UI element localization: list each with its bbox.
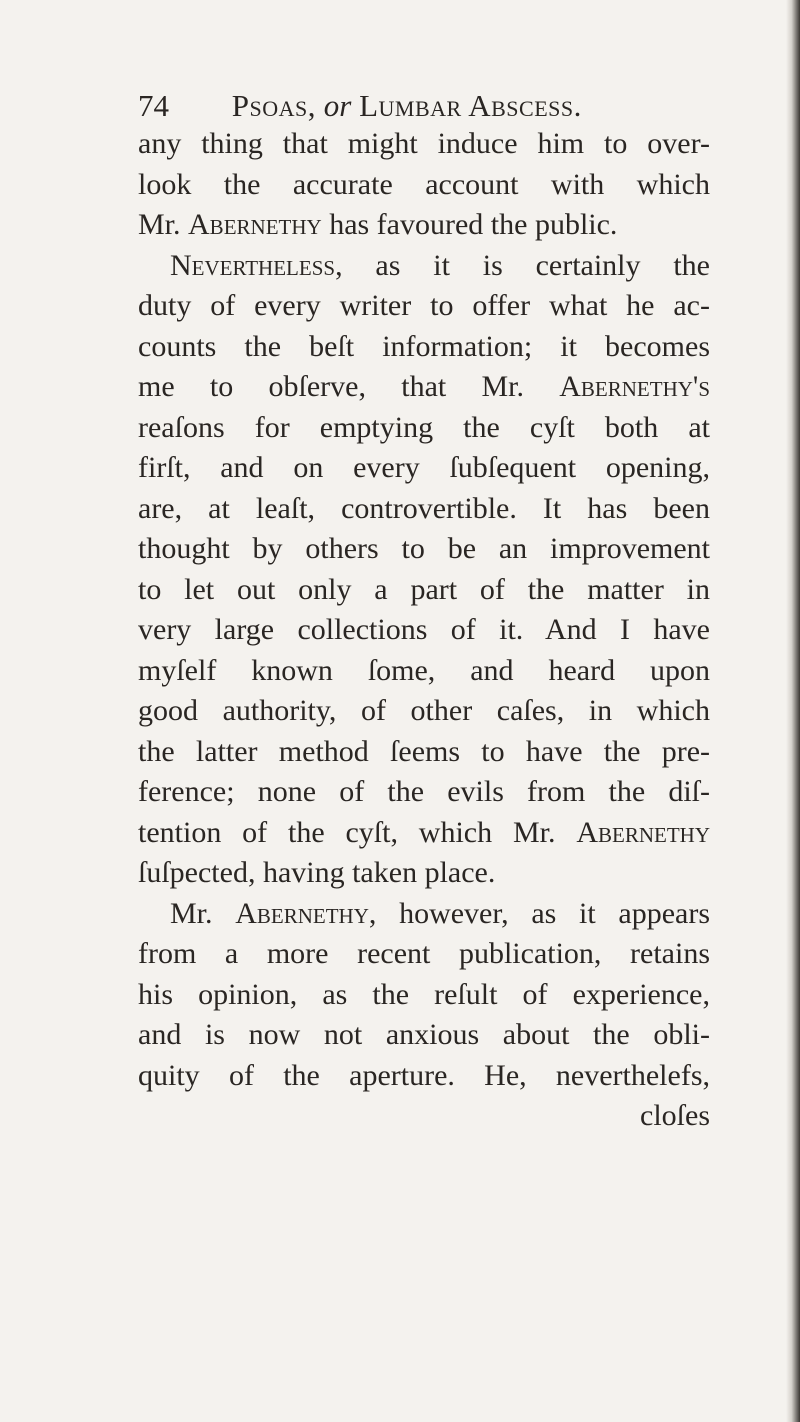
- text-segment: quity of the aperture. He, neverthelefs,: [138, 1058, 710, 1092]
- text-segment: myſelf known ſome, and heard upon: [138, 653, 710, 687]
- text-segment: the latter method ſeems to have the pre-: [138, 734, 710, 768]
- text-segment: counts the beſt information; it becomes: [138, 329, 710, 363]
- text-line: [138, 448, 710, 489]
- text-segment: very large collections of it. And I have: [138, 613, 710, 646]
- small-caps-name: Abernethy: [576, 815, 710, 849]
- text-line: [138, 570, 710, 611]
- text-line: [138, 772, 710, 813]
- text-segment: good authority, of other caſes, in which: [138, 694, 710, 727]
- text-segment: me to obſerve, that Mr.: [138, 370, 560, 403]
- small-caps-name: Abernethy,: [235, 896, 377, 930]
- text-segment: ſuſpected, having taken place.: [138, 856, 496, 889]
- text-segment: Mr.: [138, 208, 189, 241]
- running-head-part2: or: [323, 88, 352, 123]
- text-segment: however, as it appears: [376, 896, 710, 930]
- text-segment: Mr.: [170, 896, 236, 930]
- text-line: [138, 246, 710, 287]
- text-line: [138, 853, 710, 894]
- text-segment: ference; none of the evils from the diſ-: [138, 775, 710, 808]
- text-line: [138, 165, 710, 206]
- text-line: [138, 934, 710, 975]
- text-line: [138, 975, 710, 1016]
- text-line: [138, 813, 710, 854]
- text-segment: as it is certainly the: [342, 248, 710, 282]
- text-line: [138, 327, 710, 368]
- text-line: [138, 124, 710, 165]
- text-line: [138, 489, 710, 530]
- small-caps-name: Nevertheless,: [170, 248, 343, 282]
- text-line: [138, 367, 710, 408]
- text-line: [138, 1015, 710, 1056]
- text-line: [138, 651, 710, 692]
- page-edge-shadow: [786, 0, 800, 1422]
- text-segment: has favoured the public.: [321, 208, 618, 241]
- text-line: [138, 205, 710, 246]
- small-caps-name: Abernethy: [188, 208, 322, 241]
- text-line: [138, 1096, 710, 1137]
- text-segment: look the accurate account with which: [138, 167, 710, 201]
- text-line: [138, 610, 710, 651]
- text-line: [138, 529, 710, 570]
- text-line: [138, 894, 710, 935]
- text-segment: reaſons for emptying the cyſt both at: [138, 410, 710, 444]
- page-header: [138, 84, 658, 128]
- body-text: [138, 124, 710, 1137]
- text-segment: from a more recent publication, retains: [138, 937, 710, 970]
- small-caps-name: Abernethy's: [559, 370, 710, 403]
- text-segment: cloſes: [640, 1099, 710, 1132]
- text-segment: any thing that might induce him to over-: [138, 127, 710, 160]
- text-segment: firſt, and on every ſubſequent opening,: [138, 451, 710, 484]
- text-segment: thought by others to be an improvement: [138, 532, 710, 565]
- running-head-part3: Lumbar Abscess.: [359, 88, 582, 123]
- text-segment: tention of the cyſt, which Mr.: [138, 815, 577, 849]
- text-segment: to let out only a part of the matter in: [138, 572, 710, 606]
- running-head: [232, 88, 582, 123]
- text-segment: and is now not anxious about the obli-: [138, 1018, 710, 1051]
- text-line: [138, 1056, 710, 1097]
- text-segment: his opinion, as the reſult of experience,: [138, 977, 710, 1011]
- page-number: 74: [138, 88, 169, 123]
- running-head-part1: Psoas,: [231, 88, 316, 123]
- text-line: [138, 732, 710, 773]
- text-segment: are, at leaſt, controvertible. It has been: [138, 491, 710, 525]
- text-line: [138, 408, 710, 449]
- text-line: [138, 286, 710, 327]
- text-line: [138, 691, 710, 732]
- text-segment: duty of every writer to offer what he ac-: [138, 289, 710, 322]
